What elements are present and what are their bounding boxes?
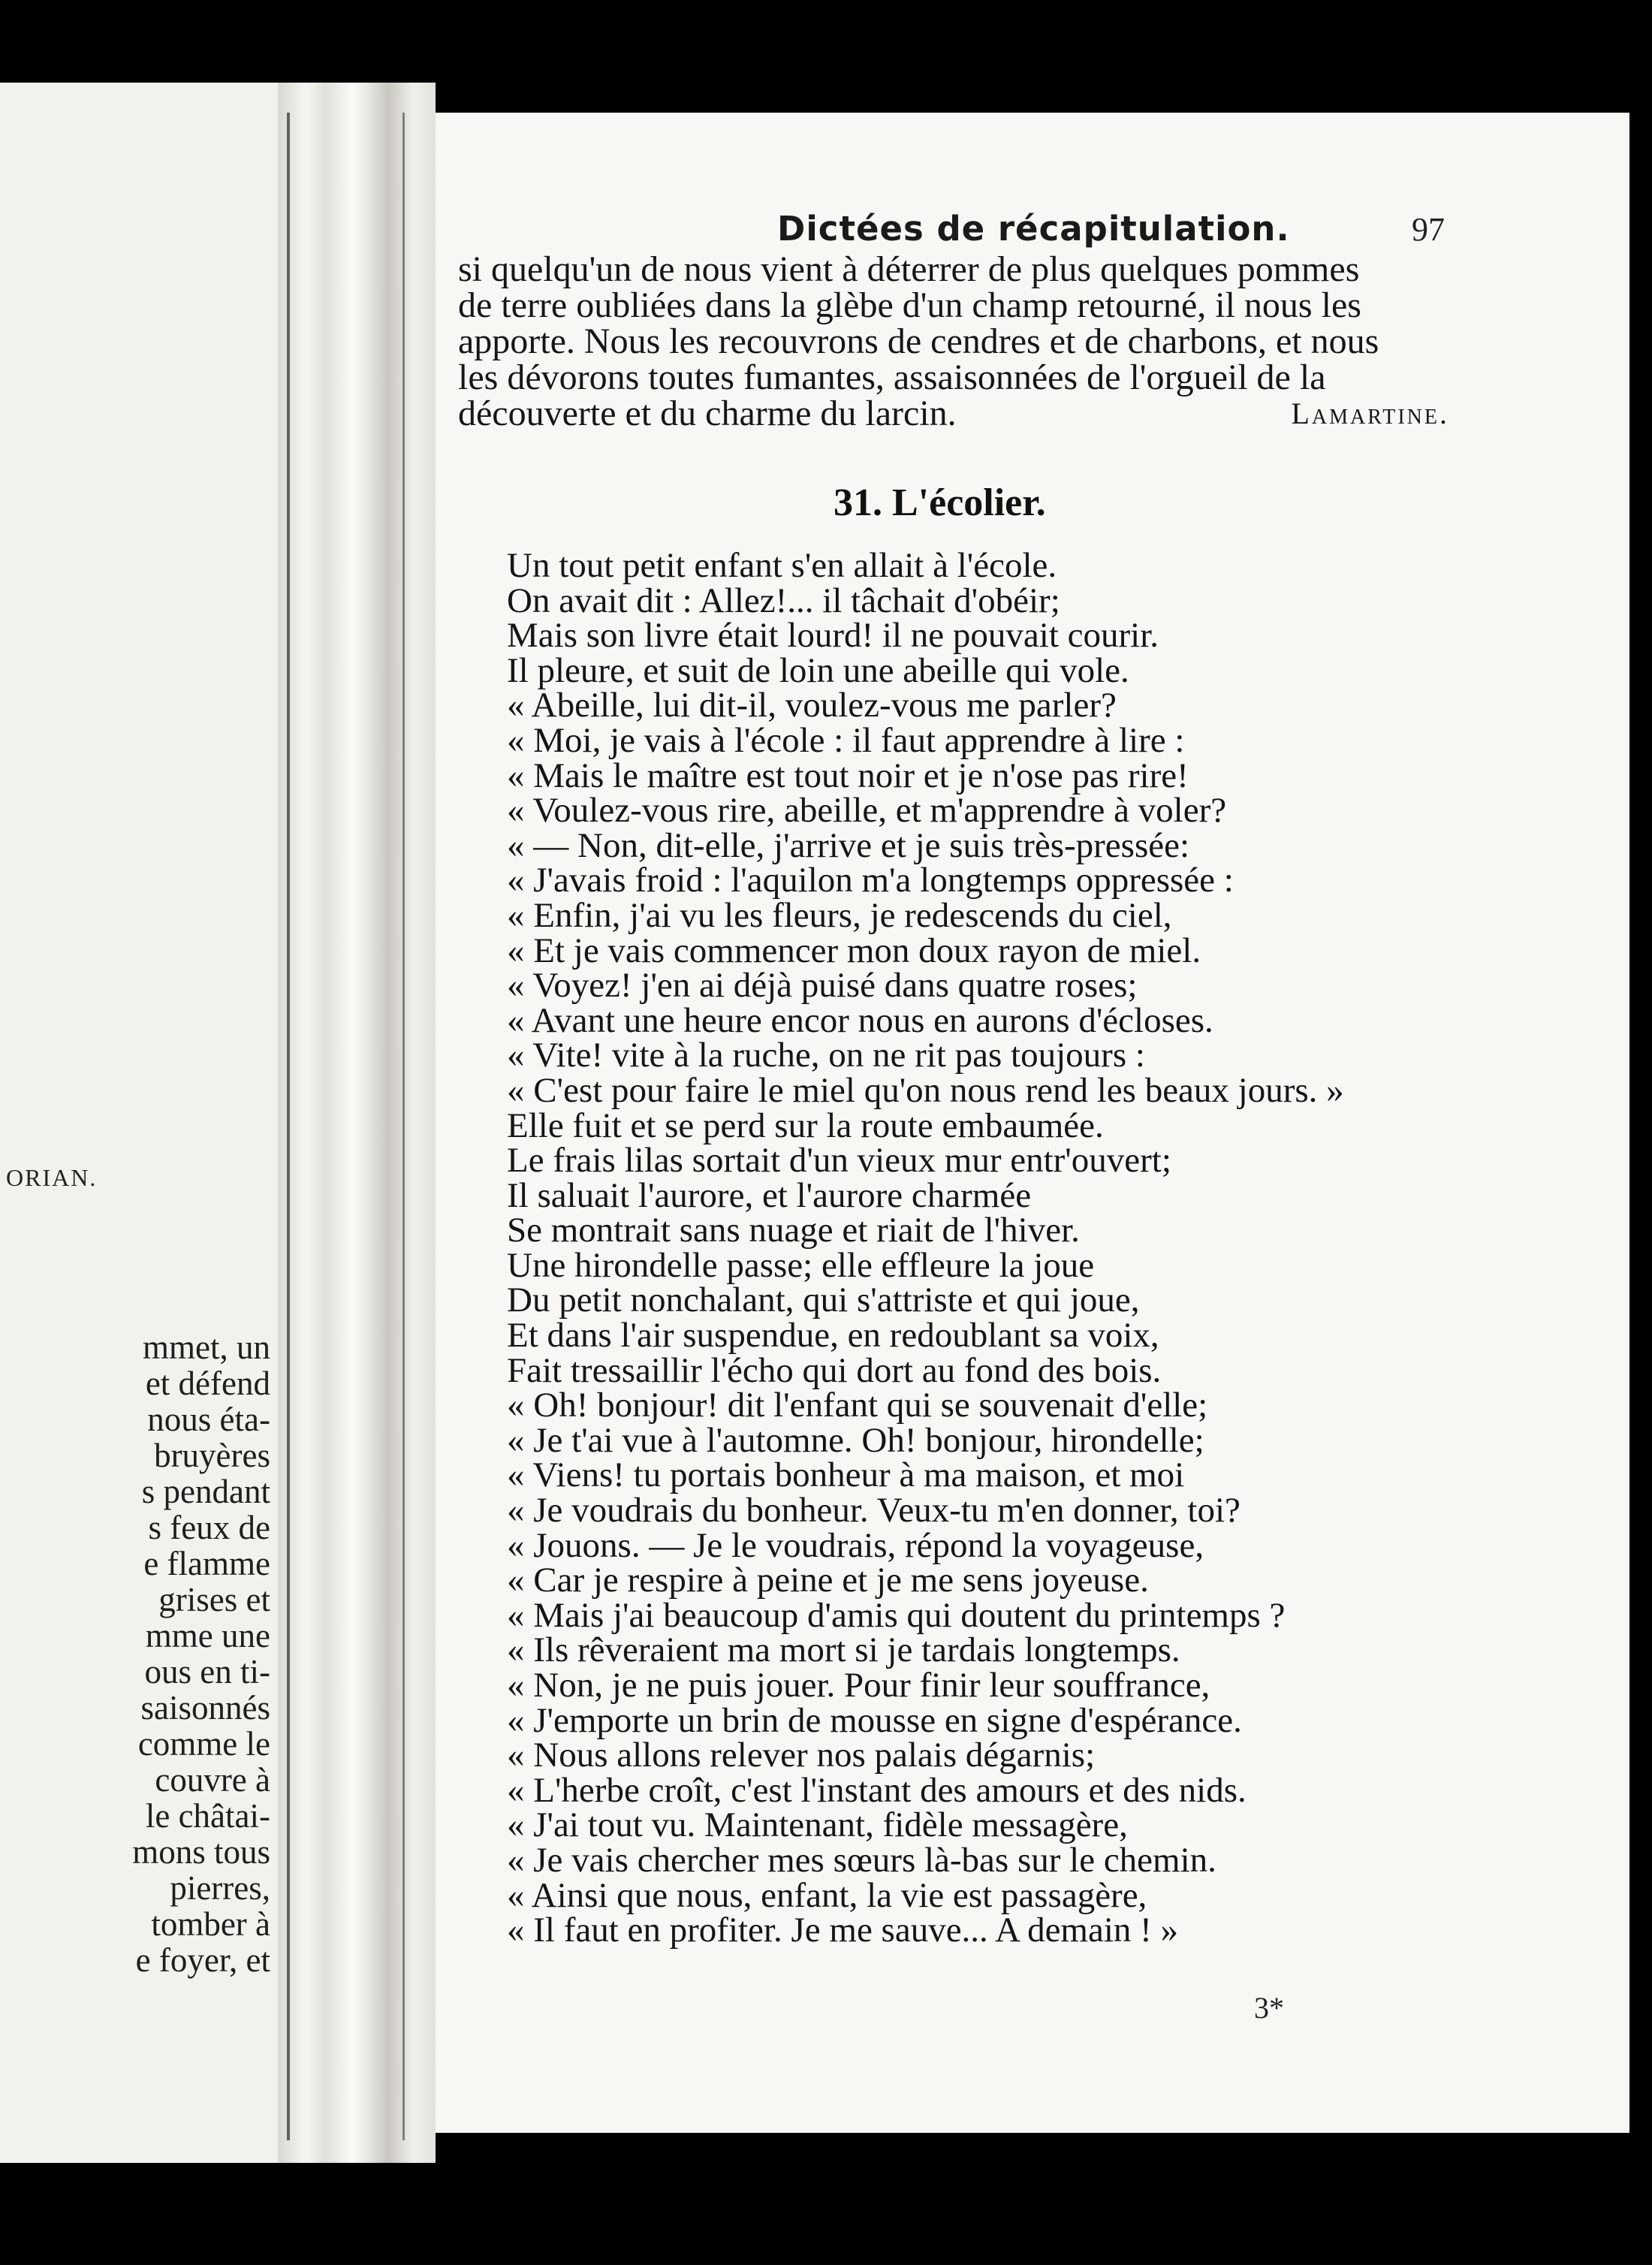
poem-line: « Il faut en profiter. Je me sauve... A demain ! » <box>507 1911 1179 1950</box>
poem-line: « Mais le maître est tout noir et je n'ose pas rire! <box>507 756 1189 795</box>
poem-line: « Je vais chercher mes sœurs là-bas sur le chemin. <box>507 1840 1216 1880</box>
left-fragment: le châtai- <box>145 1797 270 1835</box>
prose-line: de terre oubliées dans la glèbe d'un champ retourné, il nous les <box>458 285 1361 325</box>
poem-line: « L'herbe croît, c'est l'instant des amours et des nids. <box>507 1770 1247 1810</box>
prose-author: Lamartine. <box>1291 397 1449 430</box>
left-fragment: grises et <box>158 1581 270 1618</box>
prose-last-line <box>458 396 1494 432</box>
prose-line: apporte. Nous les recouvrons de cendres et de charbons, et nous <box>458 321 1379 361</box>
prose-paragraph <box>458 249 1494 433</box>
left-fragment: tomber à <box>151 1905 270 1943</box>
scan-border <box>1629 113 1652 2133</box>
left-page-signature: ORIAN. <box>6 1164 98 1191</box>
left-fragment: et défend <box>145 1365 270 1402</box>
poem-line: Le frais lilas sortait d'un vieux mur entr'ouvert; <box>507 1141 1171 1181</box>
left-fragment: mmet, un <box>143 1329 270 1366</box>
poem-line: « Et je vais commencer mon doux rayon de miel. <box>507 930 1201 970</box>
poem-line: « Mais j'ai beaucoup d'amis qui doutent du printemps ? <box>507 1595 1286 1635</box>
left-fragment: mme une <box>145 1617 270 1654</box>
poem-line: « Enfin, j'ai vu les fleurs, je redescends du ciel, <box>507 895 1172 935</box>
poem-line: « Car je respire à peine et je me sens joyeuse. <box>507 1561 1149 1600</box>
poem-line: Une hirondelle passe; elle effleure la joue <box>507 1245 1095 1285</box>
poem-line: Elle fuit et se perd sur la route embaumée. <box>507 1105 1104 1145</box>
poem-line: « C'est pour faire le miel qu'on nous rend les beaux jours. » <box>507 1070 1344 1110</box>
left-page <box>0 83 278 2163</box>
page-number: 97 <box>1412 211 1445 248</box>
poem-line: « Je t'ai vue à l'automne. Oh! bonjour, hirondelle; <box>507 1420 1204 1460</box>
page-fold <box>287 113 405 2140</box>
signature-mark: 3* <box>1254 1991 1284 2025</box>
poem-line: « Abeille, lui dit-il, voulez-vous me parler? <box>507 686 1117 725</box>
left-fragment: mons tous <box>132 1833 270 1871</box>
poem-line: « Ils rêveraient ma mort si je tardais longtemps. <box>507 1630 1180 1670</box>
left-fragment: s pendant <box>141 1473 270 1510</box>
poem-line: « — Non, dit-elle, j'arrive et je suis très-pressée: <box>507 825 1190 865</box>
poem-line: Mais son livre était lourd! il ne pouvait courir. <box>507 616 1159 656</box>
left-fragment: saisonnés <box>140 1689 270 1727</box>
prose-line: découverte et du charme du larcin. <box>458 394 957 433</box>
poem-line: « Viens! tu portais bonheur à ma maison, et moi <box>507 1455 1185 1495</box>
left-fragment: bruyères <box>154 1437 270 1474</box>
running-head: Dictées de récapitulation. <box>777 209 1290 249</box>
left-fragment: nous éta- <box>147 1401 270 1438</box>
poem-line: « Oh! bonjour! dit l'enfant qui se souvenait d'elle; <box>507 1386 1208 1425</box>
prose-line: les dévorons toutes fumantes, assaisonnées de l'orgueil de la <box>458 357 1326 397</box>
left-fragment: pierres, <box>170 1869 270 1907</box>
section-title: 31. L'écolier. <box>834 481 1046 524</box>
poem-line: « Avant une heure encor nous en aurons d'écloses. <box>507 1000 1213 1040</box>
right-page <box>436 113 1629 2133</box>
poem-line: « Vite! vite à la ruche, on ne rit pas toujours : <box>507 1036 1145 1075</box>
poem-line: « Voyez! j'en ai déjà puisé dans quatre roses; <box>507 966 1138 1006</box>
left-fragment: e flamme <box>143 1545 270 1582</box>
poem-line: Se montrait sans nuage et riait de l'hiver. <box>507 1211 1080 1250</box>
poem-line: « Moi, je vais à l'école : il faut apprendre à lire : <box>507 720 1185 760</box>
poem-line: « Nous allons relever nos palais dégarnis; <box>507 1736 1096 1775</box>
left-fragment: ous en ti- <box>144 1653 270 1690</box>
poem-line: On avait dit : Allez!... il tâchait d'obéir; <box>507 581 1060 620</box>
prose-line: si quelqu'un de nous vient à déterrer de plus quelques pommes <box>458 249 1360 289</box>
poem-line: « J'ai tout vu. Maintenant, fidèle messagère, <box>507 1805 1128 1845</box>
poem-line: Il pleure, et suit de loin une abeille qui vole. <box>507 650 1129 690</box>
left-fragment: s feux de <box>148 1509 270 1546</box>
poem-line: « J'emporte un brin de mousse en signe d'espérance. <box>507 1700 1242 1740</box>
poem-line: « J'avais froid : l'aquilon m'a longtemps oppressée : <box>507 861 1234 900</box>
poem-line: Un tout petit enfant s'en allait à l'école. <box>507 546 1057 585</box>
poem-line: « Je voudrais du bonheur. Veux-tu m'en donner, toi? <box>507 1491 1241 1531</box>
poem <box>507 548 1483 1948</box>
poem-line: « Non, je ne puis jouer. Pour finir leur souffrance, <box>507 1666 1210 1705</box>
poem-line: Il saluait l'aurore, et l'aurore charmée <box>507 1175 1032 1215</box>
poem-line: « Ainsi que nous, enfant, la vie est passagère, <box>507 1875 1147 1915</box>
left-fragment: e foyer, et <box>135 1941 270 1979</box>
poem-line: « Jouons. — Je le voudrais, répond la voyageuse, <box>507 1525 1204 1565</box>
poem-line: Et dans l'air suspendue, en redoublant sa voix, <box>507 1316 1159 1356</box>
book-gutter <box>278 83 436 2163</box>
poem-line: Du petit nonchalant, qui s'attriste et qui joue, <box>507 1280 1140 1320</box>
left-fragment: comme le <box>137 1725 270 1763</box>
poem-line: Fait tressaillir l'écho qui dort au fond des bois. <box>507 1350 1162 1390</box>
poem-line: « Voulez-vous rire, abeille, et m'apprendre à voler? <box>507 791 1227 831</box>
left-fragment: couvre à <box>155 1761 270 1799</box>
